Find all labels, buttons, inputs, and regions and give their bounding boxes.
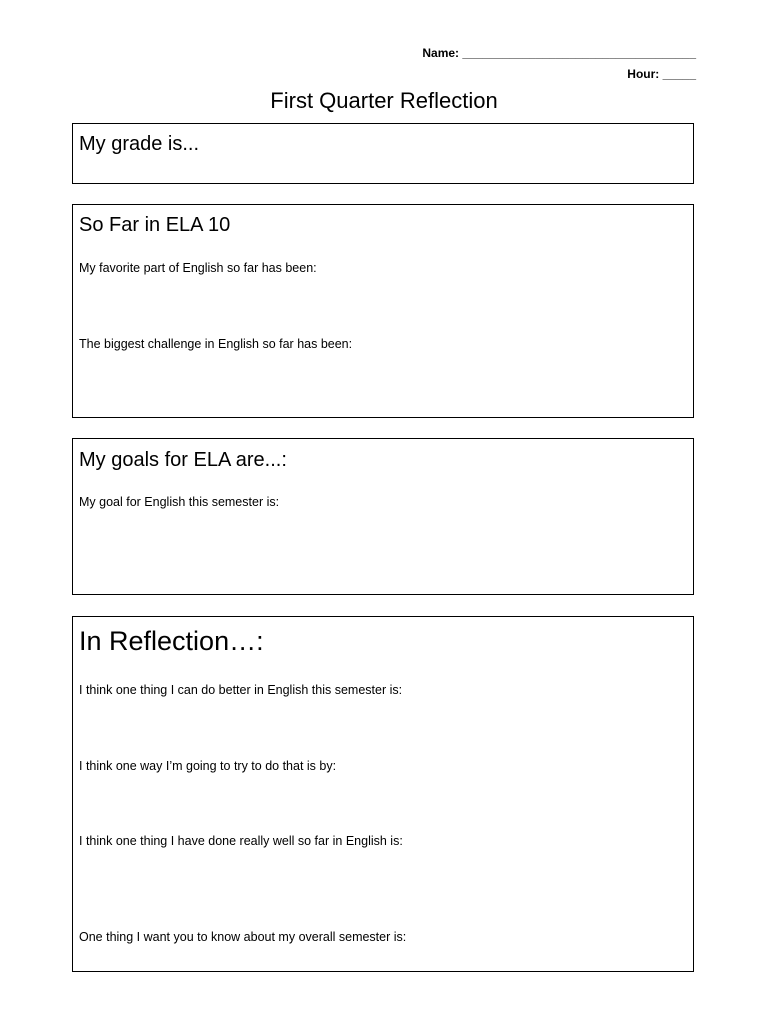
page-title: First Quarter Reflection <box>270 88 498 113</box>
name-label: Name: <box>422 46 460 60</box>
grade-heading: My grade is... <box>79 133 200 155</box>
so-far-section <box>72 204 694 418</box>
reflection-heading: In Reflection…: <box>79 626 264 656</box>
done-well-prompt: I think one thing I have done really well so far in English is: <box>79 834 403 848</box>
favorite-part-prompt: My favorite part of English so far has been: <box>79 261 317 275</box>
biggest-challenge-prompt: The biggest challenge in English so far has been: <box>79 337 353 351</box>
hour-blank[interactable]: _____ <box>662 67 696 81</box>
name-line <box>422 46 696 60</box>
name-blank[interactable]: ___________________________________ <box>462 46 696 60</box>
hour-line <box>627 67 696 81</box>
goals-section <box>72 438 694 595</box>
so-far-heading: So Far in ELA 10 <box>79 214 231 236</box>
goals-heading: My goals for ELA are...: <box>79 449 287 471</box>
grade-section <box>72 123 694 184</box>
do-better-prompt: I think one thing I can do better in English this semester is: <box>79 683 403 697</box>
hour-label: Hour: <box>627 67 660 81</box>
try-way-prompt: I think one way I’m going to try to do that is by: <box>79 759 337 773</box>
overall-semester-prompt: One thing I want you to know about my overall semester is: <box>79 930 407 944</box>
semester-goal-prompt: My goal for English this semester is: <box>79 495 280 509</box>
reflection-section <box>72 616 694 972</box>
